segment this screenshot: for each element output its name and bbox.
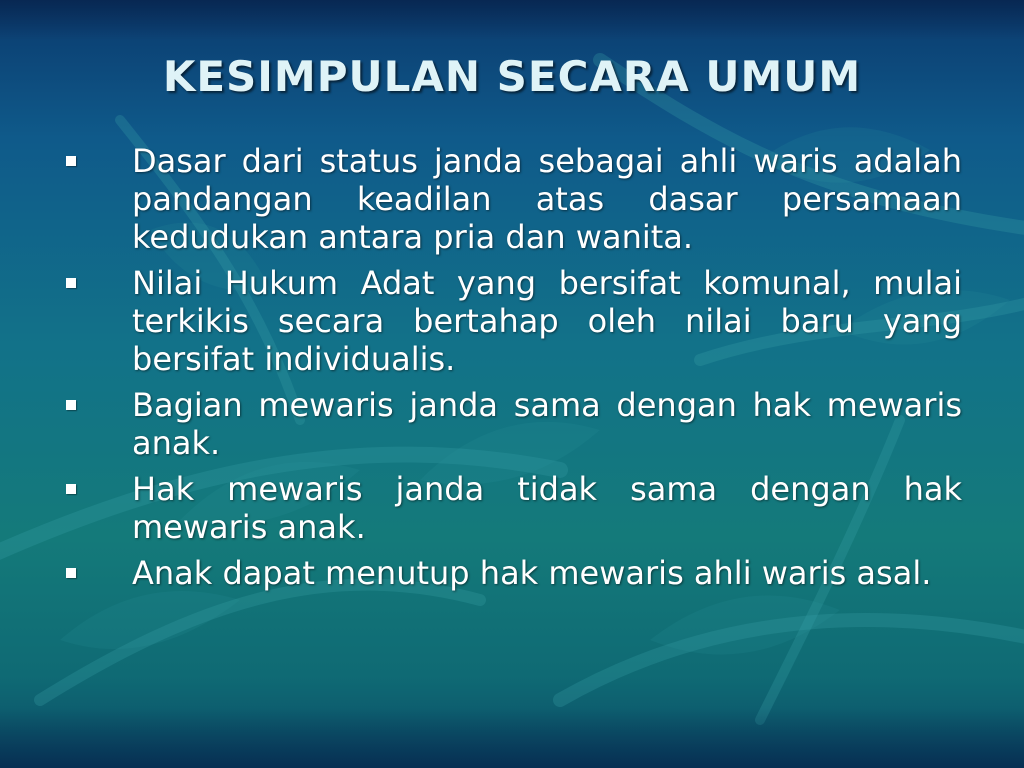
- bullet-item: [60, 470, 962, 546]
- bullet-text: Hak mewaris janda tidak sama dengan hak mewaris anak.: [132, 470, 962, 546]
- square-bullet-icon: [66, 278, 76, 288]
- bottom-shade: [0, 708, 1024, 768]
- bullet-text: Dasar dari status janda sebagai ahli waris adalah pandangan keadilan atas dasar persamaan kedudukan antara pria dan wanita.: [132, 142, 962, 256]
- bullet-item: [60, 142, 962, 256]
- square-bullet-icon: [66, 400, 76, 410]
- bullet-text: Nilai Hukum Adat yang bersifat komunal, mulai terkikis secara bertahap oleh nilai baru yang bersifat individualis.: [132, 264, 962, 378]
- bullet-list: [60, 142, 962, 600]
- square-bullet-icon: [66, 484, 76, 494]
- bullet-text: Anak dapat menutup hak mewaris ahli waris asal.: [132, 554, 932, 592]
- slide-title: KESIMPULAN SECARA UMUM: [162, 52, 862, 101]
- bullet-text: Bagian mewaris janda sama dengan hak mewaris anak.: [132, 386, 962, 462]
- bullet-item: [60, 554, 962, 592]
- square-bullet-icon: [66, 568, 76, 578]
- bullet-item: [60, 386, 962, 462]
- bullet-item: [60, 264, 962, 378]
- square-bullet-icon: [66, 156, 76, 166]
